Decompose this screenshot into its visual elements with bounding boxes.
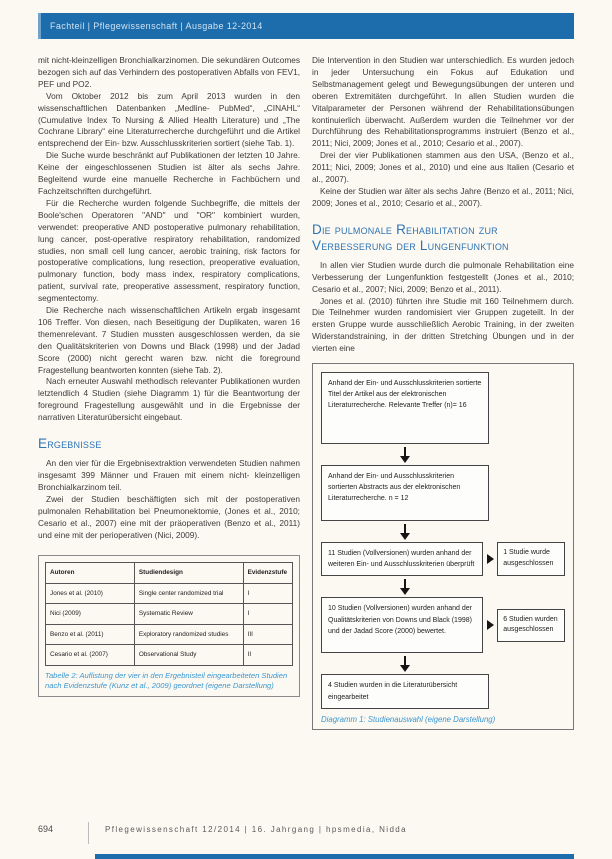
table-cell-design: Systematic Review <box>134 604 243 625</box>
page-number: 694 <box>38 824 54 834</box>
page-footer <box>38 822 574 844</box>
table-caption: Tabelle 2: Auflistung der vier in den Ergebnisteil eingearbeiteten Studien nach Evidenzstufe (Kunz et al., 2009) geordnet (eigene Darstellung) <box>45 670 288 690</box>
flow-box-excluded-1: 1 Studie wurde ausgeschlossen <box>497 542 565 576</box>
flowchart-step <box>321 597 565 653</box>
paragraph: An den vier für die Ergebnisextraktion verwendeten Studien nahmen insgesamt 399 Männer und Frauen mit einem nicht- kleinzelligen Bronchialkarzinom teil. <box>38 458 300 492</box>
paragraph: Die Suche wurde beschränkt auf Publikationen der letzten 10 Jahre. Keine der eingeschlossenen Studien ist älter als sechs Jahre. Begleitend wurde eine manuelle Recherche in Fachbüchern und Fachzeitschriften durchgeführt. <box>38 150 300 196</box>
table-header-row <box>46 563 293 584</box>
table-row <box>46 604 293 625</box>
column-header-evidenzstufe: Evidenzstufe <box>243 563 292 584</box>
flow-box-abstracts: Anhand der Ein- und Ausschlusskriterien sortierten Abstracts aus der elektronischen Literaturrecherche. n = 12 <box>321 465 489 521</box>
table-cell-autoren: Cesario et al. (2007) <box>46 645 135 666</box>
diagram-caption: Diagramm 1: Studienauswahl (eigene Darstellung) <box>321 714 496 724</box>
column-header-studiendesign: Studiendesign <box>134 563 243 584</box>
study-table-frame <box>38 555 300 697</box>
table-cell-design: Observational Study <box>134 645 243 666</box>
down-arrow-icon <box>404 447 407 456</box>
paragraph: mit nicht-kleinzelligen Bronchialkarzinomen. Die sekundären Outcomes bezogen sich auf das Verhindern des postoperativen Abfalls von FEV1, PEF und PO2. <box>38 55 300 89</box>
flowchart-step <box>321 674 565 708</box>
paragraph: Vom Oktober 2012 bis zum April 2013 wurden in den wissenschaftlichen Datenbanken „Medline- PubMed“, „CINAHL“ (Cumulative Index To Nursing & Allied Health Literature) und „The Cochrane Library“ eine Literaturrecherche durchgeführt und die Artikel entsprechend der Ein- bzw. Ausschlusskriterien sortiert (siehe Tab. 1). <box>38 90 300 149</box>
table-cell-design: Exploratory randomized studies <box>134 624 243 645</box>
down-arrow-icon <box>404 656 407 665</box>
paragraph: Für die Recherche wurden folgende Suchbegriffe, die mittels der Boole'schen Operatoren "AND" und "OR" kombiniert wurden, verwendet: preoperative AND postoperative pulmonary rehabilitation, lung cancer, post-operative respiratory rehabilitation, randomized studies, non small cell lung cancer, aerobic training, risk factors for postoperative complications, lung resection, preoperative evaluation, pulmonary function, body mass index, respiratory complications, patient, survival rate, preoperative assessment, respiratory function, segmentectomy. <box>38 197 300 304</box>
paragraph: Die Recherche nach wissenschaftlichen Artikeln ergab insgesamt 106 Treffer. Von diesen, nach Beseitigung der Duplikaten, waren 16 themenrelevant. 7 Studien mussten ausgeschlossen werden, da sie den Qualitätskriterien von Downs und Black (1998) und der Jadad Score (2000) nicht gerecht waren bzw. nicht die foreground Fragestellung beantworten konnten (siehe Tab. 2). <box>38 305 300 375</box>
header-text: Fachteil | Pflegewissenschaft | Ausgabe 12-2014 <box>50 21 263 31</box>
paragraph: In allen vier Studien wurde durch die pulmonale Rehabilitation eine Verbesserung der Lungenfunktion festgestellt (Jones et al., 2010; Cesario et al., 2007; Nici, 2009; Benzo et al., 2011). <box>312 259 574 294</box>
paragraph: Zwei der Studien beschäftigten sich mit der postoperativen pulmonalen Rehabilitation bei Pneumonektomie, (Jones et al., 2010; Cesario et al., 2007) eine mit der präoperativen (Benzo et al., 2011) und eine mit der perioperativen (Nici, 2009). <box>38 493 300 540</box>
flowchart-step <box>321 542 565 576</box>
right-column <box>312 55 574 730</box>
section-heading-pulmonale-rehabilitation: Die pulmonale Rehabilitation zur Verbesserung der Lungenfunktion <box>312 221 509 253</box>
column-header-autoren: Autoren <box>46 563 135 584</box>
table-cell-evidenz: I <box>243 583 292 604</box>
header-bar <box>38 13 574 39</box>
flow-box-fulltext-screening: 11 Studien (Vollversionen) wurden anhand der weiteren Ein- und Ausschlusskriterien überprüft <box>321 542 483 576</box>
paragraph: Jones et al. (2010) führten ihre Studie mit 160 Teilnehmern durch. Die Teilnehmer wurden randomisiert vier Gruppen zugeteilt. In der ersten Gruppe wurde ausschließlich Aerobic Training, in der zweiten Widerstandstraining, in der dritten Stretching Übungen und in der vierten eine <box>312 295 574 354</box>
table-cell-autoren: Benzo et al. (2011) <box>46 624 135 645</box>
paragraph: Nach erneuter Auswahl methodisch relevanter Publikationen wurden letztendlich 4 Studien (siehe Diagramm 1) für die Beantwortung der foreground Fragestellung ausgewählt und in die Ergebnisse der narrativen Literaturübersicht eingebaut. <box>38 376 300 423</box>
footer-divider <box>88 822 89 844</box>
table-cell-autoren: Nici (2009) <box>46 604 135 625</box>
down-arrow-icon <box>404 579 407 588</box>
left-column <box>38 55 300 730</box>
down-arrow-icon <box>404 524 407 533</box>
section-heading-ergebnisse: Ergebnisse <box>38 436 102 452</box>
flowchart-step <box>321 372 565 444</box>
flowchart-step <box>321 465 565 521</box>
bottom-accent-bar <box>95 854 574 859</box>
paragraph: Keine der Studien war älter als sechs Jahre (Benzo et al., 2011; Nici, 2009; Jones et al., 2010; Cesario et al., 2007). <box>312 185 574 208</box>
table-cell-evidenz: I <box>243 604 292 625</box>
flow-box-quality-assessment: 10 Studien (Vollversionen) wurden anhand der Qualitätskriterien von Downs und Black (1998) und der Jadad Score (2000) bewertet. <box>321 597 483 653</box>
flow-box-included: 4 Studien wurden in die Literaturübersicht eingearbeitet <box>321 674 489 708</box>
table-cell-evidenz: II <box>243 645 292 666</box>
table-row <box>46 624 293 645</box>
table-cell-design: Single center randomized trial <box>134 583 243 604</box>
flowchart-frame <box>312 363 574 730</box>
table-cell-autoren: Jones et al. (2010) <box>46 583 135 604</box>
journal-info: Pflegewissenschaft 12/2014 | 16. Jahrgang | hpsmedia, Nidda <box>105 825 408 834</box>
study-table <box>45 562 293 666</box>
table-row <box>46 645 293 666</box>
table-row <box>46 583 293 604</box>
table-cell-evidenz: III <box>243 624 292 645</box>
paragraph: Drei der vier Publikationen stammen aus den USA, (Benzo et al., 2011; Nici, 2009; Jones et al., 2010) und eine aus Italien (Cesario et al., 2007). <box>312 150 574 185</box>
flow-box-excluded-6: 6 Studien wurden ausgeschlossen <box>497 609 565 643</box>
flow-box-titles: Anhand der Ein- und Ausschlusskriterien sortierte Titel der Artikel aus der elektronischen Literaturrecherche. Relevante Treffer (n)= 16 <box>321 372 489 444</box>
page-content <box>38 55 574 730</box>
paragraph: Die Intervention in den Studien war unterschiedlich. Es wurden jedoch in jeder Untersuchung ein Fokus auf Edukation und Selbstmanagement gelegt und Bewegungsübungen der unteren und oberen Extremitäten durchgeführt. In allen Studien wurden die Vitalparameter der Personen während der Rehabilitationsübungen kontinuierlich überwacht. Außerdem wurden die Teilnehmer vor der Durchführung des Rehabilitationsprogramms instruiert (Benzo et al., 2011; Nici, 2009; Jones et al., 2010; Cesario et al., 2007). <box>312 55 574 149</box>
